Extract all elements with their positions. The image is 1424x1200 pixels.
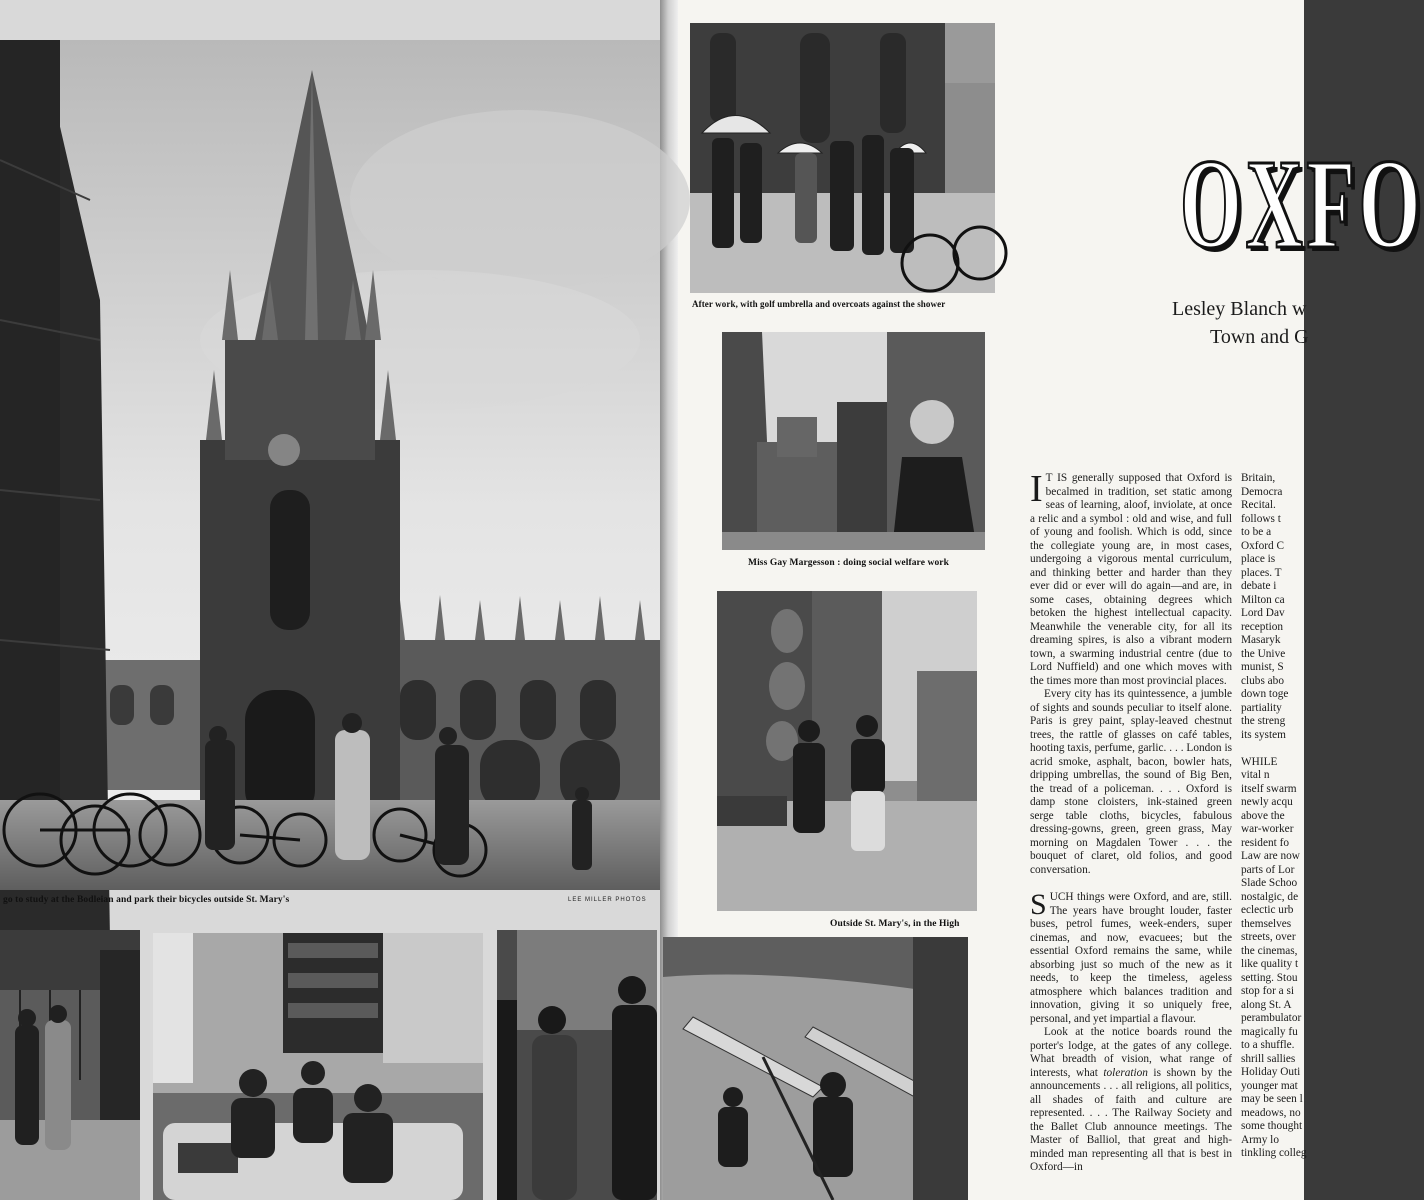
column-2-line: Masaryk — [1241, 634, 1281, 646]
column-2-line: reception — [1241, 620, 1284, 633]
column-2-line: magically fu — [1241, 1025, 1298, 1038]
column-2-line: the Unive — [1241, 647, 1286, 660]
caption-margesson: Miss Gay Margesson : doing social welfare work — [748, 558, 950, 568]
column-2-line: places. T — [1241, 566, 1282, 579]
column-2-line: down toge — [1241, 688, 1289, 700]
article-paragraph-4: Look at the notice boards round the porter's lodge, at the gates of any college. What breadth of vision, what range of interests, what toleration is shown by the announcements . . . all religions, all politics, all shades of faith and culture are represented. . . . The Railway Society and the Ballet Club announce meetings. The Master of Balliol, that great and high-minded man representing all that is best in Oxford—in — [1030, 1026, 1232, 1173]
photo-punting — [663, 937, 968, 1200]
column-2-line: meadows, no — [1241, 1106, 1301, 1119]
column-2-line: Democra — [1241, 485, 1283, 498]
column-2-line: Holiday Outi — [1241, 1066, 1301, 1078]
column-2-line: Law are now — [1241, 850, 1300, 862]
column-2-line: may be seen l — [1241, 1093, 1303, 1105]
column-2-line: shrill sallies — [1241, 1052, 1296, 1065]
photo-umbrella — [690, 23, 995, 293]
column-2-line: themselves — [1241, 917, 1292, 930]
column-2-line: to a shuffle. — [1241, 1039, 1295, 1051]
column-2-line: vital n — [1241, 769, 1270, 781]
column-2-line: clubs abo — [1241, 674, 1284, 687]
column-2-line: streets, over — [1241, 931, 1296, 943]
column-2-line: younger mat — [1241, 1079, 1298, 1092]
column-2-line: perambulator — [1241, 1012, 1302, 1024]
column-2-line: war-worker — [1241, 823, 1294, 835]
column-2-line: its system — [1241, 728, 1286, 741]
article-title: OXFO — [1180, 133, 1424, 275]
column-2-line: the cinemas, — [1241, 944, 1298, 957]
dropcap-i: I — [1030, 468, 1043, 510]
article-paragraph-2: Every city has its quintessence, a jumble of sights and sounds peculiar to itself alone. Paris is grey paint, splay-leaved chestnut trees, the rattle of glasses on café tables, hooting taxis, perfume, garlic. . . . London is acrid smoke, asphalt, bacon, bowler hats, dripping umbrellas, the sound of Big Ben, the tread of a policeman. . . . Oxford is damp stone cloisters, ink-stained green serge table cloths, bicycles, fabulous dressing-gowns, green, green grass, May morning on Magdalen Tower . . . the bouquet of claret, old folios, and good conversation. — [1030, 688, 1232, 876]
column-2-line: the streng — [1241, 715, 1286, 727]
column-2-line: like quality t — [1241, 958, 1299, 970]
column-2-line: munist, S — [1241, 661, 1284, 673]
photo-st-marys-church — [0, 40, 660, 890]
column-2-line: Army lo — [1241, 1133, 1279, 1146]
column-2-line: Britain, — [1241, 472, 1276, 484]
column-2-line: along St. A — [1241, 998, 1292, 1011]
article-paragraph-3: SUCH things were Oxford, and are, still. The years have brought louder, faster buses, petrol fumes, week-enders, super cinemas, and now, evacuees; but the essential Oxford remains the same, while absorbing just so much of the new as it needs, to keep the timeless, ageless atmosphere which balances tradition and innovation, giving it so uniquely free, personal, and yet impartial a flavour. — [1030, 888, 1232, 1025]
article-column-2 — [1241, 472, 1307, 1161]
column-2-line: itself swarm — [1241, 782, 1297, 795]
caption-bicycles: go to study at the Bodleian and park their bicycles outside St. Mary's — [3, 895, 290, 905]
column-2-line: partiality — [1241, 701, 1282, 714]
column-2-line: some thought — [1241, 1120, 1303, 1132]
column-2-line: Recital. — [1241, 499, 1276, 511]
column-2-line: nostalgic, de — [1241, 890, 1299, 903]
dropcap-s: S — [1030, 888, 1047, 921]
column-2-line: tinkling colleg — [1241, 1147, 1307, 1159]
column-2-line: WHILE — [1241, 755, 1278, 768]
column-2-line: newly acqu — [1241, 796, 1293, 808]
column-2-line: setting. Stou — [1241, 971, 1298, 984]
photo-credit: LEE MILLER PHOTOS — [568, 897, 647, 903]
article-paragraph-1: I T IS generally supposed that Oxford is becalmed in tradition, set static among seas of learning, aloof, inviolate, at once a relic and a symbol : old and wise, and full of young and foolish. Which is odd, since the collegiate young are, in most cases, undergoing a vigorous mental curriculum, and thinking better and harder than they ever did or ever will do again—and are, in some cases, obtaining degrees which betoken the highest intellectual capacity. Meanwhile the venerable city, for all its dreaming spires, is also a vibrant modern town, a swarming industrial centre (due to Lord Nuffield) and one which moves with the times more than most provincial places. — [1030, 468, 1232, 687]
column-2-line: place is — [1241, 553, 1276, 565]
photo-high-street — [717, 591, 977, 911]
column-2-line: eclectic urb — [1241, 904, 1294, 916]
byline-line-2: Town and G — [1210, 326, 1309, 348]
byline-line-1: Lesley Blanch w — [1172, 298, 1307, 320]
column-2-line — [1241, 742, 1304, 756]
column-2-line: parts of Lor — [1241, 863, 1295, 876]
column-2-line: Milton ca — [1241, 593, 1285, 606]
column-2-line: resident fo — [1241, 836, 1289, 849]
column-2-line: to be a — [1241, 526, 1272, 538]
column-2-line: debate i — [1241, 580, 1277, 592]
column-2-line: above the — [1241, 809, 1285, 822]
article-column-1 — [1030, 468, 1232, 1175]
photo-students-cloister — [0, 930, 140, 1200]
column-2-line: Oxford C — [1241, 539, 1284, 552]
caption-umbrella: After work, with golf umbrella and overcoats against the shower — [692, 299, 946, 309]
caption-high: Outside St. Mary's, in the High — [830, 919, 960, 929]
column-2-line: Lord Dav — [1241, 607, 1285, 619]
column-2-line: stop for a si — [1241, 985, 1295, 997]
column-2-line: Slade Schoo — [1241, 877, 1298, 889]
column-2-line: follows t — [1241, 512, 1281, 525]
photo-margesson — [722, 332, 985, 550]
photo-students-study — [153, 933, 483, 1200]
photo-students-party — [497, 930, 657, 1200]
